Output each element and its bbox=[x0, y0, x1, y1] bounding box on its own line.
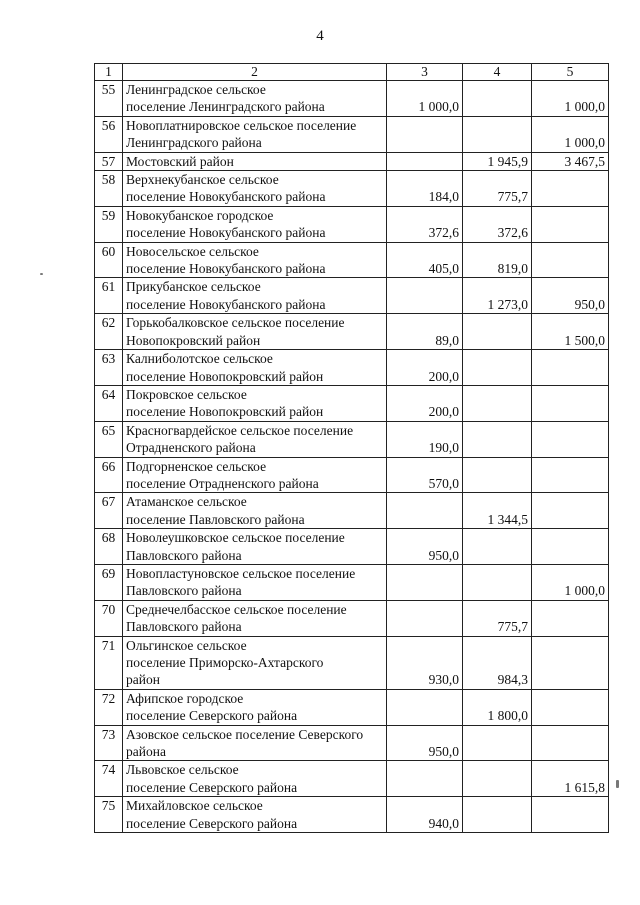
row-number: 59 bbox=[95, 206, 123, 242]
settlement-name: Горькобалковское сельское поселение Новопокровский район bbox=[123, 314, 387, 350]
value-col-4 bbox=[463, 457, 532, 493]
table-row bbox=[95, 421, 609, 457]
table-row bbox=[95, 314, 609, 350]
value-col-3: 1 000,0 bbox=[387, 81, 463, 117]
value-col-5 bbox=[532, 725, 609, 761]
table-row bbox=[95, 278, 609, 314]
allocation-table bbox=[94, 63, 609, 833]
value-col-5: 950,0 bbox=[532, 278, 609, 314]
row-number: 68 bbox=[95, 529, 123, 565]
settlement-name: Новосельское сельское поселение Новокубанского района bbox=[123, 242, 387, 278]
row-number: 69 bbox=[95, 564, 123, 600]
settlement-name: Покровское сельское поселение Новопокровский район bbox=[123, 385, 387, 421]
row-number: 75 bbox=[95, 797, 123, 833]
value-col-5 bbox=[532, 242, 609, 278]
table-row bbox=[95, 242, 609, 278]
settlement-name: Красногвардейское сельское поселение Отрадненского района bbox=[123, 421, 387, 457]
value-col-5 bbox=[532, 493, 609, 529]
settlement-name: Азовское сельское поселение Северского района bbox=[123, 725, 387, 761]
settlement-name: Ольгинское сельское поселение Приморско-Ахтарского район bbox=[123, 636, 387, 689]
value-col-4: 775,7 bbox=[463, 171, 532, 207]
value-col-4: 1 945,9 bbox=[463, 152, 532, 170]
row-number: 66 bbox=[95, 457, 123, 493]
header-cell: 4 bbox=[463, 64, 532, 81]
value-col-3: 200,0 bbox=[387, 385, 463, 421]
value-col-3: 930,0 bbox=[387, 636, 463, 689]
value-col-5: 1 615,8 bbox=[532, 761, 609, 797]
value-col-5 bbox=[532, 421, 609, 457]
row-number: 56 bbox=[95, 116, 123, 152]
row-number: 61 bbox=[95, 278, 123, 314]
value-col-5: 1 000,0 bbox=[532, 564, 609, 600]
header-cell: 5 bbox=[532, 64, 609, 81]
row-number: 57 bbox=[95, 152, 123, 170]
settlement-name: Новолеушковское сельское поселение Павловского района bbox=[123, 529, 387, 565]
settlement-name: Новокубанское городское поселение Новокубанского района bbox=[123, 206, 387, 242]
settlement-name: Подгорненское сельское поселение Отрадненского района bbox=[123, 457, 387, 493]
settlement-name: Михайловское сельское поселение Северского района bbox=[123, 797, 387, 833]
value-col-5: 1 000,0 bbox=[532, 116, 609, 152]
row-number: 58 bbox=[95, 171, 123, 207]
value-col-3 bbox=[387, 116, 463, 152]
table-row bbox=[95, 385, 609, 421]
value-col-5: 1 000,0 bbox=[532, 81, 609, 117]
value-col-4 bbox=[463, 350, 532, 386]
table-row bbox=[95, 636, 609, 689]
value-col-3: 940,0 bbox=[387, 797, 463, 833]
table-row bbox=[95, 564, 609, 600]
value-col-5 bbox=[532, 636, 609, 689]
value-col-3 bbox=[387, 600, 463, 636]
page-number: 4 bbox=[316, 28, 324, 44]
value-col-3 bbox=[387, 493, 463, 529]
settlement-name: Новоплатнировское сельское поселение Ленинградского района bbox=[123, 116, 387, 152]
settlement-name: Ленинградское сельское поселение Ленинградского района bbox=[123, 81, 387, 117]
value-col-4 bbox=[463, 81, 532, 117]
value-col-4: 372,6 bbox=[463, 206, 532, 242]
value-col-4 bbox=[463, 564, 532, 600]
table-row bbox=[95, 81, 609, 117]
table-header-row bbox=[95, 64, 609, 81]
value-col-3: 200,0 bbox=[387, 350, 463, 386]
table-row bbox=[95, 457, 609, 493]
settlement-name: Верхнекубанское сельское поселение Новокубанского района bbox=[123, 171, 387, 207]
value-col-4 bbox=[463, 529, 532, 565]
table-row bbox=[95, 600, 609, 636]
value-col-4: 819,0 bbox=[463, 242, 532, 278]
row-number: 72 bbox=[95, 689, 123, 725]
value-col-3 bbox=[387, 152, 463, 170]
table-row bbox=[95, 350, 609, 386]
row-number: 64 bbox=[95, 385, 123, 421]
settlement-name: Мостовский район bbox=[123, 152, 387, 170]
value-col-5: 3 467,5 bbox=[532, 152, 609, 170]
row-number: 65 bbox=[95, 421, 123, 457]
value-col-4 bbox=[463, 116, 532, 152]
value-col-5: 1 500,0 bbox=[532, 314, 609, 350]
row-number: 55 bbox=[95, 81, 123, 117]
row-number: 73 bbox=[95, 725, 123, 761]
table-row bbox=[95, 116, 609, 152]
row-number: 67 bbox=[95, 493, 123, 529]
value-col-5 bbox=[532, 689, 609, 725]
settlement-name: Калниболотское сельское поселение Новопокровский район bbox=[123, 350, 387, 386]
value-col-3: 570,0 bbox=[387, 457, 463, 493]
value-col-3: 405,0 bbox=[387, 242, 463, 278]
settlement-name: Среднечелбасское сельское поселение Павловского района bbox=[123, 600, 387, 636]
value-col-5 bbox=[532, 529, 609, 565]
value-col-5 bbox=[532, 385, 609, 421]
table-row bbox=[95, 529, 609, 565]
table-row bbox=[95, 689, 609, 725]
value-col-3 bbox=[387, 278, 463, 314]
scan-speck bbox=[40, 273, 43, 275]
header-cell: 2 bbox=[123, 64, 387, 81]
value-col-4: 1 273,0 bbox=[463, 278, 532, 314]
table-row bbox=[95, 493, 609, 529]
value-col-3: 950,0 bbox=[387, 529, 463, 565]
row-number: 63 bbox=[95, 350, 123, 386]
value-col-4 bbox=[463, 725, 532, 761]
settlement-name: Львовское сельское поселение Северского района bbox=[123, 761, 387, 797]
value-col-3 bbox=[387, 689, 463, 725]
row-number: 62 bbox=[95, 314, 123, 350]
table-row bbox=[95, 761, 609, 797]
header-cell: 3 bbox=[387, 64, 463, 81]
value-col-4 bbox=[463, 314, 532, 350]
row-number: 74 bbox=[95, 761, 123, 797]
value-col-4 bbox=[463, 421, 532, 457]
value-col-5 bbox=[532, 600, 609, 636]
row-number: 70 bbox=[95, 600, 123, 636]
value-col-3 bbox=[387, 761, 463, 797]
value-col-4 bbox=[463, 385, 532, 421]
settlement-name: Афипское городское поселение Северского района bbox=[123, 689, 387, 725]
row-number: 71 bbox=[95, 636, 123, 689]
value-col-3: 89,0 bbox=[387, 314, 463, 350]
settlement-name: Атаманское сельское поселение Павловского района bbox=[123, 493, 387, 529]
value-col-3: 372,6 bbox=[387, 206, 463, 242]
table-row bbox=[95, 206, 609, 242]
value-col-5 bbox=[532, 206, 609, 242]
value-col-4: 1 800,0 bbox=[463, 689, 532, 725]
scan-speck bbox=[616, 780, 619, 788]
value-col-4 bbox=[463, 761, 532, 797]
value-col-5 bbox=[532, 350, 609, 386]
value-col-4: 984,3 bbox=[463, 636, 532, 689]
table-row bbox=[95, 797, 609, 833]
value-col-3: 190,0 bbox=[387, 421, 463, 457]
value-col-3 bbox=[387, 564, 463, 600]
value-col-5 bbox=[532, 797, 609, 833]
value-col-4 bbox=[463, 797, 532, 833]
value-col-4: 1 344,5 bbox=[463, 493, 532, 529]
table-row bbox=[95, 725, 609, 761]
table-row bbox=[95, 152, 609, 170]
value-col-3: 950,0 bbox=[387, 725, 463, 761]
value-col-4: 775,7 bbox=[463, 600, 532, 636]
value-col-3: 184,0 bbox=[387, 171, 463, 207]
row-number: 60 bbox=[95, 242, 123, 278]
header-cell: 1 bbox=[95, 64, 123, 81]
value-col-5 bbox=[532, 457, 609, 493]
value-col-5 bbox=[532, 171, 609, 207]
table-row bbox=[95, 171, 609, 207]
settlement-name: Прикубанское сельское поселение Новокубанского района bbox=[123, 278, 387, 314]
settlement-name: Новопластуновское сельское поселение Павловского района bbox=[123, 564, 387, 600]
